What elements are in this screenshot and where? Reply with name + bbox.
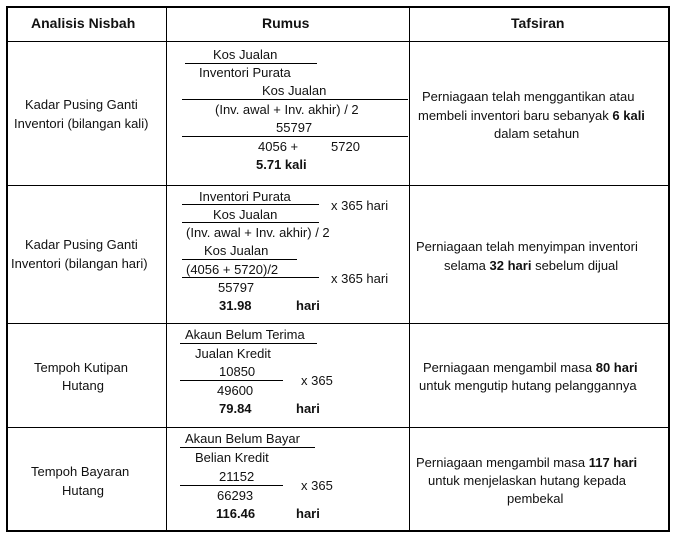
formula-numerator: Kos Jualan — [204, 243, 269, 258]
tafsiran-line: dalam setahun — [494, 126, 580, 141]
formula-denominator: Jualan Kredit — [195, 346, 271, 361]
multiplier: x 365 — [301, 478, 333, 493]
fraction-bar — [182, 222, 319, 223]
row-name: Hutang — [62, 378, 104, 393]
tafsiran-line: Perniagaan telah menyimpan inventori — [416, 239, 638, 254]
tafsiran-line: pembekal — [507, 491, 564, 506]
formula-numerator: 21152 — [219, 469, 255, 484]
tafsiran-line: untuk menjelaskan hutang kepada — [428, 473, 627, 488]
formula-numerator: Kos Jualan — [262, 83, 327, 98]
fraction-bar — [180, 447, 315, 448]
formula-numerator: Akaun Belum Bayar — [185, 431, 300, 446]
formula-denominator: (Inv. awal + Inv. akhir) / 2 — [186, 225, 330, 240]
multiplier: x 365 — [301, 373, 333, 388]
tafsiran-line: Perniagaan mengambil masa 117 hari — [416, 455, 638, 470]
row-name: Tempoh Kutipan — [34, 360, 128, 375]
fraction-bar — [180, 380, 283, 381]
tafsiran-line: untuk mengutip hutang pelanggannya — [419, 378, 637, 393]
formula-denominator: Kos Jualan — [213, 207, 278, 222]
fraction-bar — [180, 343, 317, 344]
row-divider — [6, 427, 670, 428]
row-name: Tempoh Bayaran — [31, 464, 130, 479]
row-name: Kadar Pusing Ganti — [25, 237, 138, 252]
formula-value: 55797 — [218, 280, 255, 295]
column-divider — [409, 6, 410, 532]
row-name: Kadar Pusing Ganti — [25, 97, 138, 112]
fraction-bar — [182, 204, 319, 205]
header-analisis: Analisis Nisbah — [31, 15, 136, 31]
row-name: Inventori (bilangan hari) — [11, 256, 148, 271]
row-name: Inventori (bilangan kali) — [14, 116, 149, 131]
formula-denominator: Belian Kredit — [195, 450, 269, 465]
header-rumus: Rumus — [262, 15, 310, 31]
formula-numerator: Kos Jualan — [213, 47, 278, 62]
row-divider — [6, 185, 670, 186]
formula-value: 55797 — [276, 120, 313, 135]
tafsiran-line: Perniagaan mengambil masa 80 hari — [423, 360, 638, 375]
row-name: Hutang — [62, 483, 104, 498]
formula-result: 116.46 — [216, 506, 256, 521]
row-divider — [6, 323, 670, 324]
formula-numerator: Akaun Belum Terima — [185, 327, 305, 342]
multiplier: x 365 hari — [331, 271, 389, 286]
formula-result: 31.98 — [219, 298, 252, 313]
formula-denominator: (4056 + 5720)/2 — [186, 262, 279, 277]
formula-unit: hari — [296, 506, 320, 521]
formula-denominator: (Inv. awal + Inv. akhir) / 2 — [215, 102, 359, 117]
formula-denominator: Inventori Purata — [199, 65, 291, 80]
tafsiran-line: membeli inventori baru sebanyak 6 kali — [418, 108, 645, 123]
header-tafsiran: Tafsiran — [511, 15, 565, 31]
formula-result: 5.71 kali — [256, 157, 307, 172]
fraction-bar — [182, 259, 297, 260]
formula-numerator: 10850 — [219, 364, 256, 379]
fraction-bar — [182, 277, 319, 278]
row-divider — [6, 41, 670, 42]
tafsiran-line: selama 32 hari sebelum dijual — [444, 258, 619, 273]
fraction-bar — [180, 485, 283, 486]
formula-unit: hari — [296, 298, 320, 313]
multiplier: x 365 hari — [331, 198, 389, 213]
fraction-bar — [185, 63, 317, 64]
fraction-bar — [182, 136, 408, 137]
formula-unit: hari — [296, 401, 320, 416]
formula-value: 4056 + — [258, 139, 299, 154]
fraction-bar — [182, 99, 408, 100]
formula-result: 79.84 — [219, 401, 252, 416]
column-divider — [166, 6, 167, 532]
formula-denominator: 49600 — [217, 383, 254, 398]
tafsiran-line: Perniagaan telah menggantikan atau — [422, 89, 635, 104]
formula-denominator: 66293 — [217, 488, 254, 503]
formula-value: 5720 — [331, 139, 360, 154]
formula-numerator: Inventori Purata — [199, 189, 291, 204]
